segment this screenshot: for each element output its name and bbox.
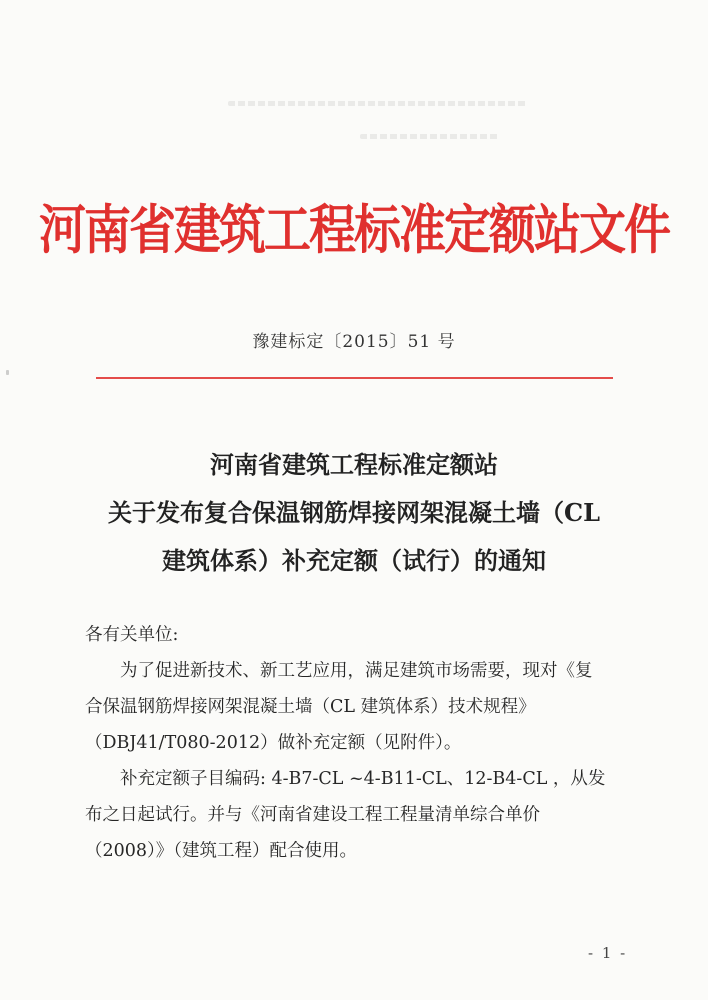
document-header-title: 河南省建筑工程标准定额站文件: [39, 199, 669, 262]
bleed-through-mark: [360, 134, 500, 139]
document-number: 豫建标定〔2015〕51 号: [252, 332, 456, 352]
notice-title: [0, 441, 708, 585]
notice-body: [85, 617, 645, 869]
notice-title-line: 建筑体系）补充定额（试行）的通知: [162, 546, 546, 575]
body-line: 为了促进新技术、新工艺应用，满足建筑市场需要，现对《复: [120, 661, 593, 681]
body-line: （DBJ41/T080-2012）做补充定额（见附件）。: [85, 733, 462, 753]
body-line: 布之日起试行。并与《河南省建设工程工程量清单综合单价: [85, 805, 540, 825]
bleed-through-mark: [228, 101, 528, 106]
notice-title-line: 关于发布复合保温钢筋焊接网架混凝土墙（CL: [108, 498, 600, 527]
body-line: 补充定额子目编码: 4-B7-CL ~4-B11-CL、12-B4-CL ，从发: [120, 769, 606, 789]
scan-artifact: [6, 370, 9, 375]
notice-title-line: 河南省建筑工程标准定额站: [210, 450, 498, 479]
body-line: （2008）》（建筑工程）配合使用。: [85, 841, 358, 861]
body-line: 合保温钢筋焊接网架混凝土墙（CL 建筑体系）技术规程》: [85, 697, 536, 717]
salutation: 各有关单位:: [85, 625, 179, 645]
red-divider-line: [96, 377, 613, 379]
page-number: - 1 -: [588, 944, 628, 962]
